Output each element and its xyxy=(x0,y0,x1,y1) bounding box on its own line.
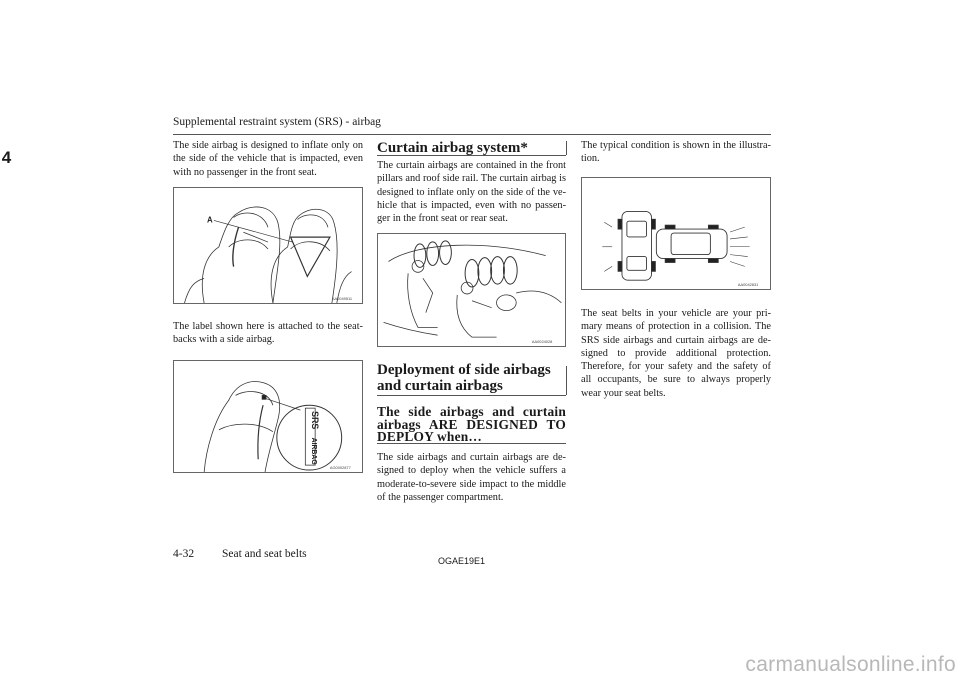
callout-label-a: A xyxy=(207,215,213,225)
chapter-tab: 4 xyxy=(0,146,13,170)
label-paragraph: The label shown here is attached to the seat-backs with a side airbag. xyxy=(173,321,363,346)
subheading-rule xyxy=(377,443,566,444)
page-number: 4-32 xyxy=(173,548,195,560)
watermark-text: carmanualsonline.info xyxy=(745,653,956,676)
side-impact-figure xyxy=(581,177,771,290)
cabin-illustration xyxy=(378,234,565,346)
figure-code: AA0024028 xyxy=(531,339,553,345)
figure-code: AG0002877 xyxy=(329,465,351,471)
heading-rule-end xyxy=(566,141,567,155)
typical-condition-paragraph: The typical condition is shown in the illustra-tion. xyxy=(581,140,771,165)
deployment-heading: Deployment of side airbags and curtain airbags xyxy=(377,362,551,394)
heading-rule-end xyxy=(566,366,567,395)
side-airbag-seat-figure xyxy=(173,187,363,304)
designed-to-deploy-heading: The side airbags and curtain airbags ARE DESIGNED TO DEPLOY when… xyxy=(377,404,566,444)
seat-illustration xyxy=(174,188,362,303)
airbag-label-text: AIRBAG xyxy=(310,437,318,465)
srs-label-figure xyxy=(173,360,363,473)
section-name: Seat and seat belts xyxy=(222,548,307,560)
curtain-airbag-paragraph: The curtain airbags are contained in the front pillars and roof side rail. The curtain airbag is designed to inflate only on the side of the ve-hicle that is impacted, even with no passen-ger in the front seat or rear seat. xyxy=(377,160,566,225)
curtain-airbag-heading: Curtain airbag system* xyxy=(377,140,528,156)
figure-code: AA0042831 xyxy=(737,282,759,288)
deployment-paragraph: The side airbags and curtain airbags are de-signed to deploy when the vehicle suffers a moderate-to-severe side impact to the middle of the passenger compartment. xyxy=(377,452,566,503)
seatback-label-illustration xyxy=(174,361,362,472)
figure-code: AA0049511 xyxy=(331,296,353,302)
side-impact-illustration xyxy=(582,178,770,289)
heading-rule xyxy=(377,155,566,156)
header-rule xyxy=(173,134,771,135)
side-airbag-paragraph: The side airbag is designed to inflate only on the side of the vehicle that is impacted, even with no passenger in the front seat. xyxy=(173,140,363,178)
srs-label-text: SRS xyxy=(310,411,321,430)
document-code: OGAE19E1 xyxy=(438,556,486,566)
seat-belts-paragraph: The seat belts in your vehicle are your pri-mary means of protection in a collision. The SRS side airbags and curtain airbags are de-signed to provide additional protection. Therefore, for your safety and the safety of all occupants, be sure to always properly wear your seat belts. xyxy=(581,308,771,399)
running-header: Supplemental restraint system (SRS) - airbag xyxy=(173,116,381,128)
heading-rule xyxy=(377,395,566,396)
curtain-airbag-figure xyxy=(377,233,566,347)
